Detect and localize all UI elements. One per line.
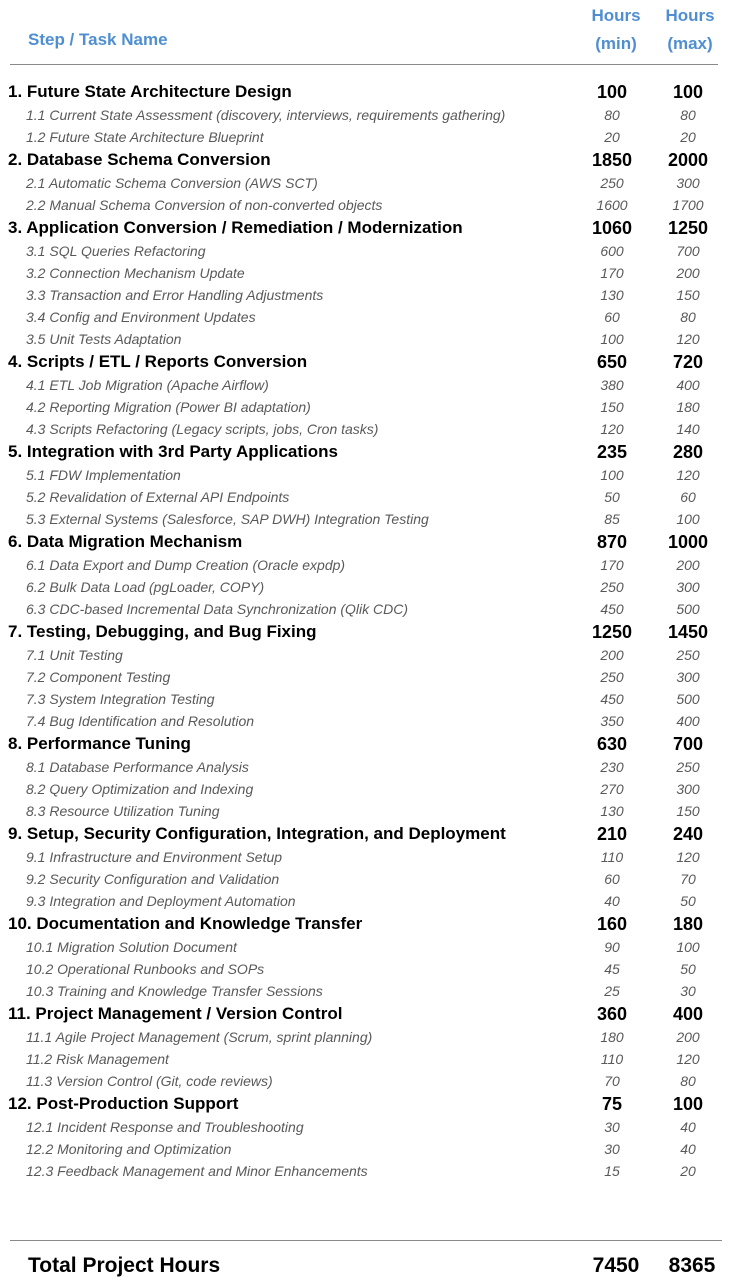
task-row xyxy=(0,666,734,688)
task-row xyxy=(0,194,734,216)
task-row xyxy=(0,936,734,958)
task-hours-min: 60 xyxy=(604,871,620,887)
step-row xyxy=(0,148,734,172)
step-name: 11. Project Management / Version Control xyxy=(8,1004,343,1023)
task-hours-max: 300 xyxy=(676,175,700,191)
task-hours-max: 20 xyxy=(680,1163,696,1179)
task-hours-max: 70 xyxy=(680,871,696,887)
task-name: 5.1 FDW Implementation xyxy=(26,467,181,483)
task-hours-max: 30 xyxy=(680,983,696,999)
task-row xyxy=(0,464,734,486)
step-hours-min: 1850 xyxy=(591,150,633,170)
task-row xyxy=(0,396,734,418)
task-row xyxy=(0,800,734,822)
task-name: 10.2 Operational Runbooks and SOPs xyxy=(26,961,265,977)
task-name: 8.1 Database Performance Analysis xyxy=(26,759,249,775)
task-name: 6.2 Bulk Data Load (pgLoader, COPY) xyxy=(26,579,265,595)
task-hours-max: 180 xyxy=(676,399,700,415)
task-row xyxy=(0,554,734,576)
step-hours-min: 870 xyxy=(596,532,628,552)
step-row xyxy=(0,912,734,936)
step-hours-min: 75 xyxy=(601,1094,623,1114)
task-hours-max: 140 xyxy=(676,421,700,437)
task-name: 5.3 External Systems (Salesforce, SAP DWH) Integration Testing xyxy=(26,511,429,527)
step-hours-max: 720 xyxy=(672,352,704,372)
task-row xyxy=(0,1070,734,1092)
task-row xyxy=(0,240,734,262)
task-hours-min: 130 xyxy=(600,803,624,819)
task-hours-max: 250 xyxy=(676,759,700,775)
task-hours-min: 70 xyxy=(604,1073,620,1089)
task-name: 7.3 System Integration Testing xyxy=(26,691,215,707)
task-row xyxy=(0,508,734,530)
step-row xyxy=(0,216,734,240)
hours-min-label: Hours xyxy=(591,6,641,25)
task-name: 5.2 Revalidation of External API Endpoints xyxy=(26,489,290,505)
task-hours-max: 400 xyxy=(676,713,700,729)
task-name: 3.4 Config and Environment Updates xyxy=(26,309,256,325)
task-hours-max: 150 xyxy=(676,287,700,303)
task-hours-min: 45 xyxy=(604,961,620,977)
task-hours-max: 40 xyxy=(680,1141,696,1157)
hours-min-sublabel: (min) xyxy=(595,34,637,53)
step-hours-min: 160 xyxy=(596,914,628,934)
task-name: 9.2 Security Configuration and Validation xyxy=(26,871,280,887)
task-hours-max: 20 xyxy=(680,129,696,145)
task-hours-max: 100 xyxy=(676,511,700,527)
task-hours-max: 200 xyxy=(676,265,700,281)
task-name: 3.2 Connection Mechanism Update xyxy=(26,265,245,281)
step-hours-max: 1450 xyxy=(667,622,709,642)
task-name: 9.3 Integration and Deployment Automation xyxy=(26,893,296,909)
task-row xyxy=(0,710,734,732)
header-divider xyxy=(10,64,718,65)
task-row xyxy=(0,958,734,980)
table-header xyxy=(0,0,734,66)
step-hours-max: 280 xyxy=(672,442,704,462)
step-hours-min: 630 xyxy=(596,734,628,754)
step-name: 4. Scripts / ETL / Reports Conversion xyxy=(8,352,308,371)
task-row xyxy=(0,262,734,284)
task-hours-min: 230 xyxy=(600,759,624,775)
task-name: 4.3 Scripts Refactoring (Legacy scripts, jobs, Cron tasks) xyxy=(26,421,379,437)
task-hours-max: 120 xyxy=(676,849,700,865)
task-name: 8.3 Resource Utilization Tuning xyxy=(26,803,220,819)
task-row xyxy=(0,644,734,666)
task-hours-max: 50 xyxy=(680,893,696,909)
task-row xyxy=(0,172,734,194)
task-row xyxy=(0,306,734,328)
task-name: 4.2 Reporting Migration (Power BI adaptation) xyxy=(26,399,311,415)
step-name: 6. Data Migration Mechanism xyxy=(8,532,243,551)
task-hours-max: 100 xyxy=(676,939,700,955)
task-name: 6.1 Data Export and Dump Creation (Oracle expdp) xyxy=(26,557,346,573)
step-hours-max: 700 xyxy=(672,734,704,754)
task-hours-min: 30 xyxy=(604,1141,620,1157)
task-name: 10.1 Migration Solution Document xyxy=(26,939,237,955)
step-name: 5. Integration with 3rd Party Applications xyxy=(8,442,338,461)
task-row xyxy=(0,418,734,440)
task-name: 12.3 Feedback Management and Minor Enhancements xyxy=(26,1163,368,1179)
task-hours-max: 40 xyxy=(680,1119,696,1135)
step-row xyxy=(0,620,734,644)
step-name: 3. Application Conversion / Remediation / Modernization xyxy=(8,218,463,237)
task-hours-max: 400 xyxy=(676,377,700,393)
task-name: 3.1 SQL Queries Refactoring xyxy=(26,243,206,259)
total-hours-min: 7450 xyxy=(592,1254,640,1277)
task-hours-min: 130 xyxy=(600,287,624,303)
task-hours-max: 500 xyxy=(676,691,700,707)
task-hours-min: 450 xyxy=(600,601,624,617)
step-row xyxy=(0,80,734,104)
total-label: Total Project Hours xyxy=(28,1254,221,1277)
task-name: 12.1 Incident Response and Troubleshooting xyxy=(26,1119,304,1135)
step-name: 12. Post-Production Support xyxy=(8,1094,239,1113)
task-row xyxy=(0,688,734,710)
step-hours-min: 650 xyxy=(596,352,628,372)
column-header-task-name: Step / Task Name xyxy=(28,30,168,49)
step-hours-max: 1250 xyxy=(667,218,709,238)
step-row xyxy=(0,1002,734,1026)
step-name: 10. Documentation and Knowledge Transfer xyxy=(8,914,363,933)
task-name: 11.3 Version Control (Git, code reviews) xyxy=(26,1073,273,1089)
task-hours-max: 300 xyxy=(676,781,700,797)
step-name: 8. Performance Tuning xyxy=(8,734,191,753)
task-row xyxy=(0,576,734,598)
task-hours-min: 15 xyxy=(604,1163,620,1179)
task-hours-min: 120 xyxy=(600,421,624,437)
task-name: 3.5 Unit Tests Adaptation xyxy=(26,331,182,347)
task-hours-min: 80 xyxy=(604,107,620,123)
task-hours-max: 80 xyxy=(680,309,696,325)
step-hours-max: 1000 xyxy=(667,532,709,552)
task-hours-max: 120 xyxy=(676,331,700,347)
task-row xyxy=(0,1026,734,1048)
task-name: 8.2 Query Optimization and Indexing xyxy=(26,781,254,797)
task-row xyxy=(0,756,734,778)
step-row xyxy=(0,732,734,756)
task-name: 2.1 Automatic Schema Conversion (AWS SCT) xyxy=(26,175,318,191)
task-row xyxy=(0,778,734,800)
task-name: 4.1 ETL Job Migration (Apache Airflow) xyxy=(26,377,269,393)
step-row xyxy=(0,530,734,554)
task-row xyxy=(0,980,734,1002)
task-hours-max: 60 xyxy=(680,489,696,505)
task-row xyxy=(0,104,734,126)
task-name: 7.2 Component Testing xyxy=(26,669,171,685)
task-row xyxy=(0,846,734,868)
task-row xyxy=(0,868,734,890)
task-name: 7.1 Unit Testing xyxy=(26,647,123,663)
task-hours-min: 250 xyxy=(600,669,624,685)
step-hours-max: 100 xyxy=(672,82,704,102)
task-name: 10.3 Training and Knowledge Transfer Sessions xyxy=(26,983,323,999)
step-hours-max: 100 xyxy=(672,1094,704,1114)
task-hours-min: 250 xyxy=(600,175,624,191)
task-hours-min: 200 xyxy=(600,647,624,663)
task-hours-min: 110 xyxy=(600,849,624,865)
hours-max-sublabel: (max) xyxy=(667,34,713,53)
task-hours-min: 170 xyxy=(600,265,624,281)
task-hours-min: 110 xyxy=(600,1051,624,1067)
step-hours-min: 1250 xyxy=(591,622,633,642)
task-name: 1.2 Future State Architecture Blueprint xyxy=(26,129,264,145)
step-row xyxy=(0,440,734,464)
task-row xyxy=(0,1160,734,1182)
task-name: 3.3 Transaction and Error Handling Adjustments xyxy=(26,287,324,303)
task-row xyxy=(0,328,734,350)
step-row xyxy=(0,822,734,846)
step-hours-max: 180 xyxy=(672,914,704,934)
task-hours-min: 380 xyxy=(600,377,624,393)
task-hours-max: 300 xyxy=(676,669,700,685)
task-hours-min: 170 xyxy=(600,557,624,573)
task-hours-min: 250 xyxy=(600,579,624,595)
task-name: 11.2 Risk Management xyxy=(26,1051,169,1067)
total-divider xyxy=(10,1240,722,1241)
task-row xyxy=(0,1048,734,1070)
task-hours-max: 300 xyxy=(676,579,700,595)
task-hours-min: 50 xyxy=(604,489,620,505)
total-hours-max: 8365 xyxy=(668,1254,716,1277)
task-hours-max: 120 xyxy=(676,467,700,483)
task-name: 2.2 Manual Schema Conversion of non-converted objects xyxy=(26,197,383,213)
task-row xyxy=(0,284,734,306)
task-hours-max: 1700 xyxy=(672,197,704,213)
step-hours-min: 235 xyxy=(596,442,628,462)
task-row xyxy=(0,1138,734,1160)
task-hours-min: 85 xyxy=(604,511,620,527)
task-hours-min: 180 xyxy=(600,1029,624,1045)
task-hours-max: 200 xyxy=(676,1029,700,1045)
task-hours-max: 700 xyxy=(676,243,700,259)
task-hours-min: 600 xyxy=(600,243,624,259)
task-hours-min: 20 xyxy=(604,129,620,145)
step-name: 7. Testing, Debugging, and Bug Fixing xyxy=(8,622,317,641)
step-hours-min: 210 xyxy=(596,824,628,844)
task-row xyxy=(0,374,734,396)
task-hours-min: 100 xyxy=(600,331,624,347)
task-row xyxy=(0,598,734,620)
task-hours-max: 500 xyxy=(676,601,700,617)
step-name: 1. Future State Architecture Design xyxy=(8,82,292,101)
step-name: 9. Setup, Security Configuration, Integration, and Deployment xyxy=(8,824,506,843)
task-name: 11.1 Agile Project Management (Scrum, sprint planning) xyxy=(26,1029,373,1045)
task-row xyxy=(0,126,734,148)
task-hours-max: 200 xyxy=(676,557,700,573)
task-name: 7.4 Bug Identification and Resolution xyxy=(26,713,255,729)
step-hours-max: 400 xyxy=(672,1004,704,1024)
step-row xyxy=(0,1092,734,1116)
step-hours-min: 1060 xyxy=(591,218,633,238)
task-hours-min: 90 xyxy=(604,939,620,955)
total-row xyxy=(0,1250,734,1282)
task-hours-max: 250 xyxy=(676,647,700,663)
task-row xyxy=(0,486,734,508)
task-table-body xyxy=(0,80,734,1182)
task-hours-min: 1600 xyxy=(596,197,628,213)
task-hours-min: 40 xyxy=(604,893,620,909)
task-hours-max: 150 xyxy=(676,803,700,819)
task-hours-min: 100 xyxy=(600,467,624,483)
step-hours-min: 100 xyxy=(596,82,628,102)
column-header-hours-max xyxy=(660,2,720,58)
task-hours-min: 270 xyxy=(600,781,624,797)
task-hours-min: 350 xyxy=(600,713,624,729)
task-name: 12.2 Monitoring and Optimization xyxy=(26,1141,232,1157)
task-hours-min: 150 xyxy=(600,399,624,415)
task-hours-min: 30 xyxy=(604,1119,620,1135)
task-hours-min: 25 xyxy=(604,983,620,999)
task-row xyxy=(0,890,734,912)
task-hours-max: 120 xyxy=(676,1051,700,1067)
step-name: 2. Database Schema Conversion xyxy=(8,150,271,169)
task-name: 1.1 Current State Assessment (discovery, interviews, requirements gathering) xyxy=(26,107,506,123)
task-hours-max: 80 xyxy=(680,1073,696,1089)
task-name: 6.3 CDC-based Incremental Data Synchronization (Qlik CDC) xyxy=(26,601,409,617)
hours-max-label: Hours xyxy=(665,6,715,25)
step-row xyxy=(0,350,734,374)
step-hours-max: 2000 xyxy=(667,150,709,170)
step-hours-max: 240 xyxy=(672,824,704,844)
task-name: 9.1 Infrastructure and Environment Setup xyxy=(26,849,283,865)
task-hours-max: 80 xyxy=(680,107,696,123)
task-row xyxy=(0,1116,734,1138)
task-hours-min: 450 xyxy=(600,691,624,707)
column-header-hours-min xyxy=(584,2,648,58)
step-hours-min: 360 xyxy=(596,1004,628,1024)
task-hours-max: 50 xyxy=(680,961,696,977)
task-hours-min: 60 xyxy=(604,309,620,325)
